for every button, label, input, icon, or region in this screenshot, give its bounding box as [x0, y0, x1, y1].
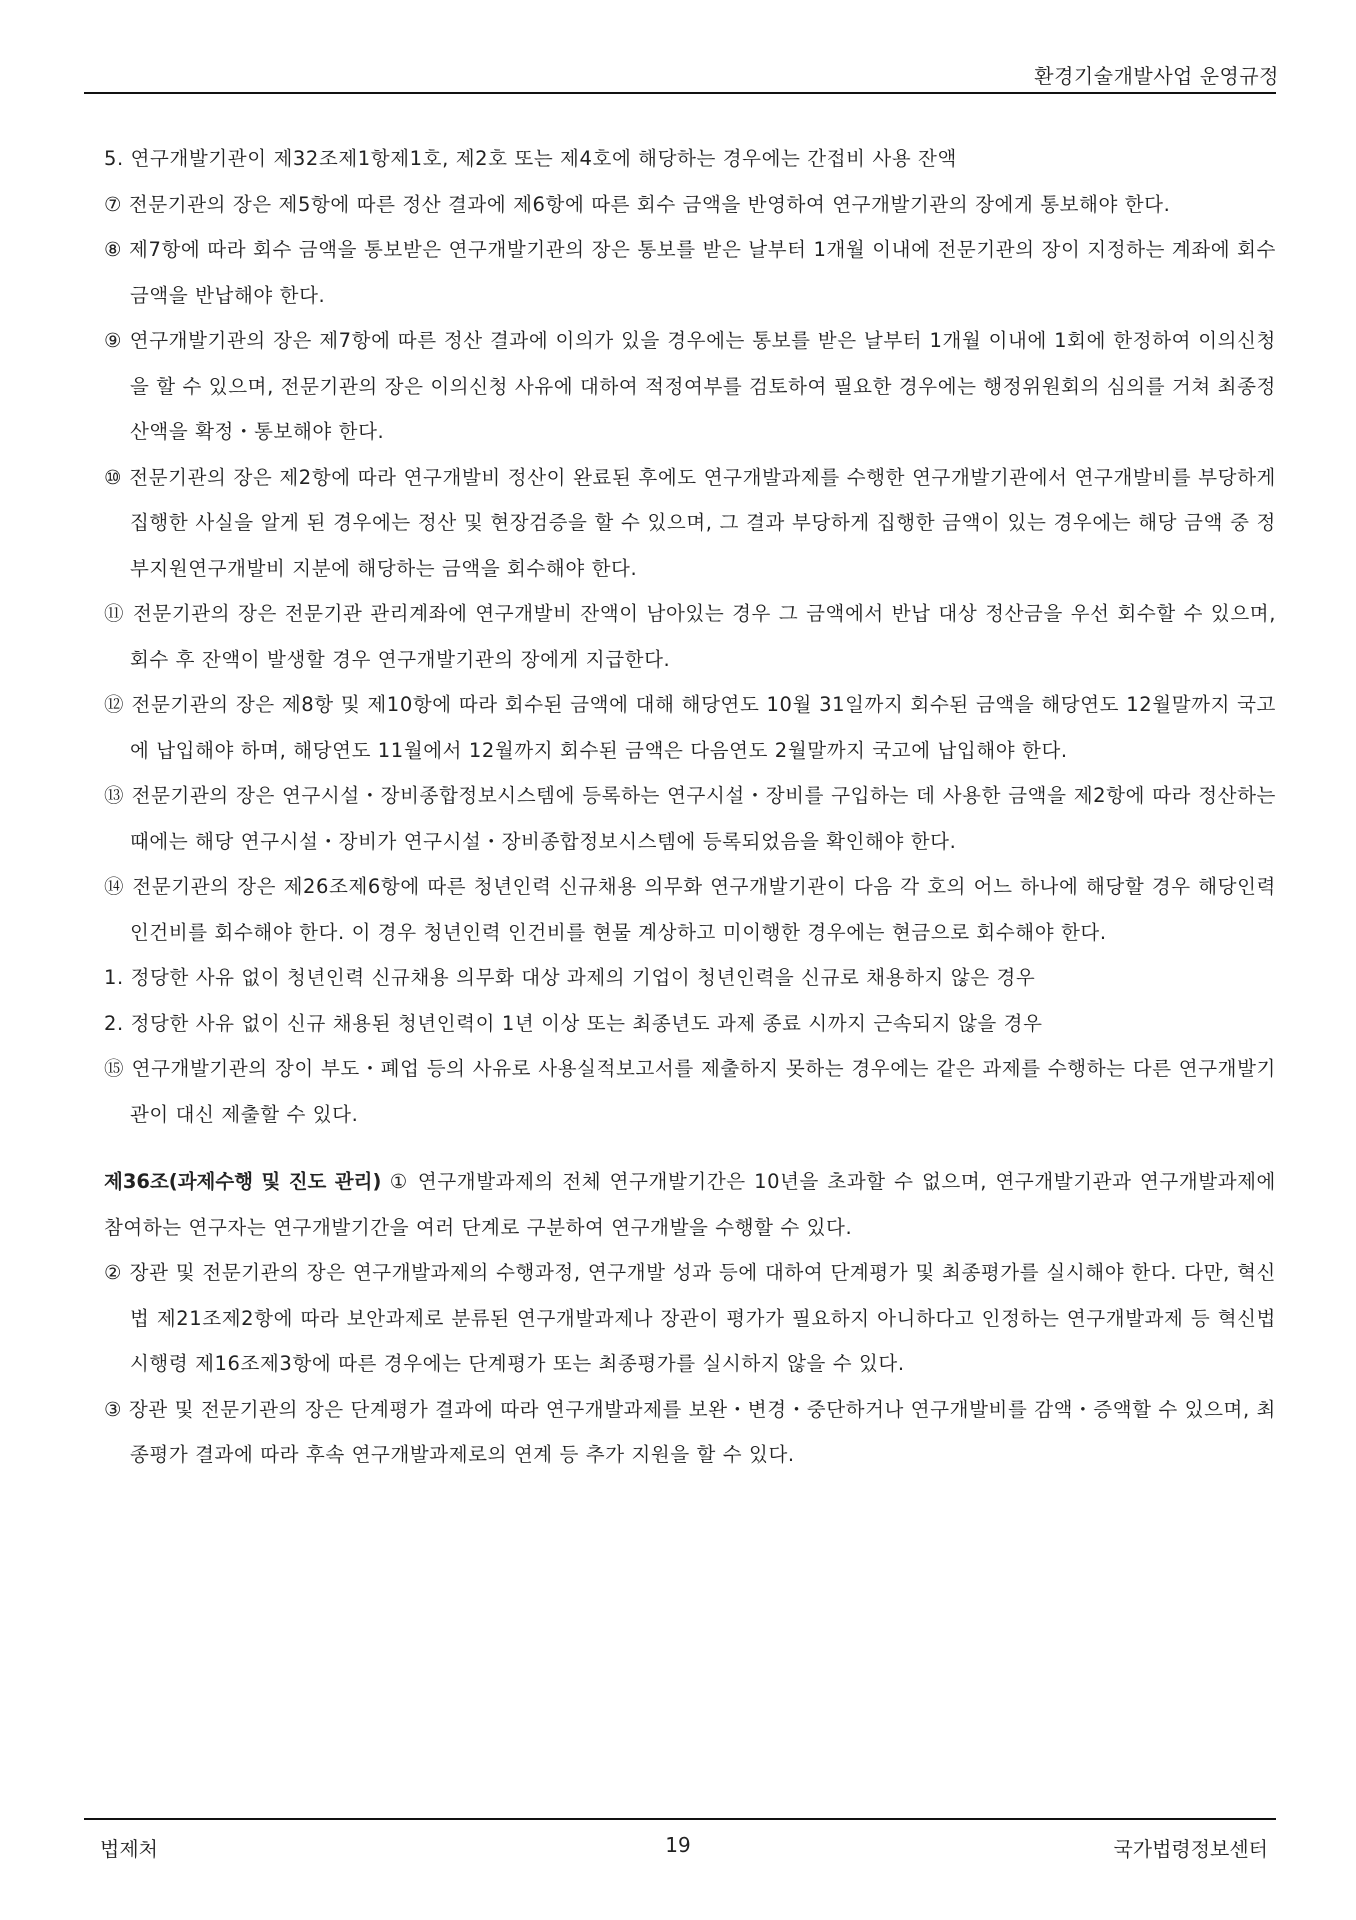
footer-publisher: 국가법령정보센터 [1113, 1837, 1268, 1861]
list-item: 2. 정당한 사유 없이 신규 채용된 청년인력이 1년 이상 또는 최종년도 과제 종료 시까지 근속되지 않을 경우 [104, 1011, 1043, 1035]
paragraph: 5. 연구개발기관이 제32조제1항제1호, 제2호 또는 제4호에 해당하는 경우에는 간접비 사용 잔액 [104, 147, 957, 170]
paragraph: ⑩ 전문기관의 장은 제2항에 따라 연구개발비 정산이 완료된 후에도 연구개발과제를 수행한 연구개발기관에서 연구개발비를 부당하게 집행한 사실을 알게 된 경우에는 정산 및 현장검증을 할 수 있으며, 그 결과 부당하게 집행한 금액이 있는 경우에는 해당 금액 중 정부지원연구개발비 지분에 해당하는 금액을 회수해야 한다. [104, 465, 1276, 580]
paragraph: ⑪ 전문기관의 장은 전문기관 관리계좌에 연구개발비 잔액이 남아있는 경우 그 금액에서 반납 대상 정산금을 우선 회수할 수 있으며, 회수 후 잔액이 발생할 경우 연구개발기관의 장에게 지급한다. [104, 602, 1276, 671]
header-divider [84, 92, 1276, 94]
document-body [84, 136, 1276, 1478]
article-36 [84, 1159, 1276, 1250]
footer-source: 법제처 [100, 1837, 158, 1861]
article-heading: 제36조(과제수행 및 진도 관리) [104, 1170, 382, 1193]
paragraph: ⑧ 제7항에 따라 회수 금액을 통보받은 연구개발기관의 장은 통보를 받은 날부터 1개월 이내에 전문기관의 장이 지정하는 계좌에 회수 금액을 반납해야 한다. [104, 238, 1276, 307]
document-header-title: 환경기술개발사업 운영규정 [1034, 64, 1279, 88]
paragraph: ⑨ 연구개발기관의 장은 제7항에 따른 정산 결과에 이의가 있을 경우에는 통보를 받은 날부터 1개월 이내에 1회에 한정하여 이의신청을 할 수 있으며, 전문기관의 장은 이의신청 사유에 대하여 적정여부를 검토하여 필요한 경우에는 행정위원회의 심의를 거쳐 최종정산액을 확정・통보해야 한다. [104, 329, 1276, 443]
paragraph: ② 장관 및 전문기관의 장은 연구개발과제의 수행과정, 연구개발 성과 등에 대하여 단계평가 및 최종평가를 실시해야 한다. 다만, 혁신법 제21조제2항에 따라 보안과제로 분류된 연구개발과제나 장관이 평가가 필요하지 아니하다고 인정하는 연구개발과제 등 혁신법 시행령 제16조제3항에 따른 경우에는 단계평가 또는 최종평가를 실시하지 않을 수 있다. [104, 1261, 1276, 1375]
paragraph: ⑫ 전문기관의 장은 제8항 및 제10항에 따라 회수된 금액에 대해 해당연도 10월 31일까지 회수된 금액을 해당연도 12월말까지 국고에 납입해야 하며, 해당연도 11월에서 12월까지 회수된 금액은 다음연도 2월말까지 국고에 납입해야 한다. [104, 693, 1276, 762]
paragraph: ⑮ 연구개발기관의 장이 부도・폐업 등의 사유로 사용실적보고서를 제출하지 못하는 경우에는 같은 과제를 수행하는 다른 연구개발기관이 대신 제출할 수 있다. [104, 1057, 1276, 1126]
page-number: 19 [665, 1833, 691, 1857]
paragraph: ⑬ 전문기관의 장은 연구시설・장비종합정보시스템에 등록하는 연구시설・장비를 구입하는 데 사용한 금액을 제2항에 따라 정산하는 때에는 해당 연구시설・장비가 연구시설・장비종합정보시스템에 등록되었음을 확인해야 한다. [104, 784, 1276, 853]
article-text: ① 연구개발과제의 전체 연구개발기간은 10년을 초과할 수 없으며, 연구개발기관과 연구개발과제에 참여하는 연구자는 연구개발기간을 여러 단계로 구분하여 연구개발을 수행할 수 있다. [104, 1170, 1276, 1239]
paragraph: ③ 장관 및 전문기관의 장은 단계평가 결과에 따라 연구개발과제를 보완・변경・중단하거나 연구개발비를 감액・증액할 수 있으며, 최종평가 결과에 따라 후속 연구개발과제로의 연계 등 추가 지원을 할 수 있다. [104, 1397, 1276, 1466]
footer-divider [84, 1818, 1276, 1820]
paragraph: ⑭ 전문기관의 장은 제26조제6항에 따른 청년인력 신규채용 의무화 연구개발기관이 다음 각 호의 어느 하나에 해당할 경우 해당인력 인건비를 회수해야 한다. 이 경우 청년인력 인건비를 현물 계상하고 미이행한 경우에는 현금으로 회수해야 한다. [104, 875, 1276, 944]
list-item: 1. 정당한 사유 없이 청년인력 신규채용 의무화 대상 과제의 기업이 청년인력을 신규로 채용하지 않은 경우 [104, 966, 1036, 989]
paragraph: ⑦ 전문기관의 장은 제5항에 따른 정산 결과에 제6항에 따른 회수 금액을 반영하여 연구개발기관의 장에게 통보해야 한다. [104, 192, 1171, 216]
